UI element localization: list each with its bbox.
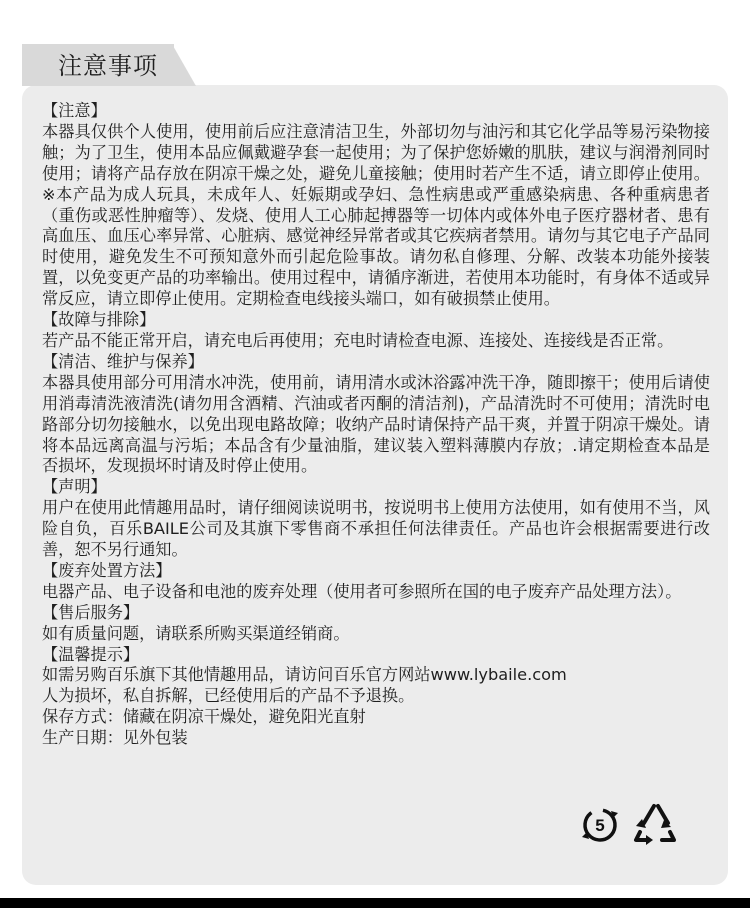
recycle-icon [636,806,674,845]
eco-label: 5 [595,816,605,835]
section-heading: 【温馨提示】 [42,644,140,664]
page-title: 注意事项 [58,52,158,80]
section-heading: 【清洁、维护与保养】 [42,351,204,371]
storage-info: 保存方式：储藏在阴凉干燥处，避免阳光直射 [42,707,366,727]
bottom-border [0,898,750,908]
section-heading: 【售后服务】 [42,602,140,622]
section-tips [42,645,710,708]
section-statement [42,477,710,561]
section-cleaning [42,352,710,477]
notice-content [42,101,710,749]
eco-5-years-icon [580,804,621,846]
title-tab-corner [172,44,196,86]
section-body: 若产品不能正常开启，请充电后再使用；充电时请检查电源、连接处、连接线是否正常。 [42,330,674,350]
section-after-sales [42,603,710,645]
compliance-icons [580,800,680,850]
section-body: 电器产品、电子设备和电池的废弃处理（使用者可参照所在国的电子废弃产品处理方法）。 [42,581,682,601]
compliance-icons-svg [580,800,680,850]
section-heading: 【故障与排除】 [42,310,156,330]
section-heading: 【声明】 [42,477,107,497]
section-disposal [42,561,710,603]
section-troubleshooting [42,310,710,352]
section-body: 如需另购百乐旗下其他情趣用品，请访问百乐官方网站www.lybaile.com 人为损坏，私自拆解，已经使用后的产品不予退换。 [42,665,567,706]
production-date: 生产日期：见外包装 [42,728,188,748]
section-body: 本器具仅供个人使用，使用前后应注意清洁卫生，外部切勿与油污和其它化学品等易污染物接触；为了卫生，使用本品应佩戴避孕套一起使用；为了保护您娇嫩的肌肤，建议与润滑剂同时使用；请将产品存放在阴凉干燥之处，避免儿童接触；使用时若产生不适，请立即停止使用。※本产品为成人玩具，未成年人、妊娠期或孕妇、急性病患或严重感染病患、各种重病患者（重伤或恶性肿瘤等）、发烧、使用人工心肺起搏器等一切体内或体外电子医疗器材者、患有高血压、血压心率异常、心脏病、感觉神经异常者或其它疾病者禁用。请勿与其它电子产品同时使用，避免发生不可预知意外而引起危险事故。请勿私自修理、分解、改装本功能外接装置，以免变更产品的功率输出。使用过程中，请循序渐进，若使用本功能时，有身体不适或异常反应，请立即停止使用。定期检查电线接头端口，如有破损禁止使用。 [42,121,710,309]
section-heading: 【注意】 [42,101,107,120]
section-body: 如有质量问题，请联系所购买渠道经销商。 [42,623,350,643]
section-heading: 【废弃处置方法】 [42,560,172,580]
section-body: 本器具使用部分可用清水冲洗，使用前，请用清水或沐浴露冲洗干净，随即擦干；使用后请使用消毒清洗液清洗(请勿用含酒精、汽油或者丙酮的清洁剂)，产品清洗时不可使用；清洗时电路部分切勿接触水，以免出现电路故障；收纳产品时请保持产品干爽，并置于阴凉干燥处。请将本品远离高温与污垢；本品含有少量油脂，建议装入塑料薄膜内存放；.请定期检查本品是否损坏，发现损坏时请及时停止使用。 [42,372,710,476]
section-body: 用户在使用此情趣用品时，请仔细阅读说明书，按说明书上使用方法使用，如有使用不当，风险自负，百乐BAILE公司及其旗下零售商不承担任何法律责任。产品也许会根据需要进行改善，恕不另行通知。 [42,498,710,560]
section-notice [42,101,710,310]
